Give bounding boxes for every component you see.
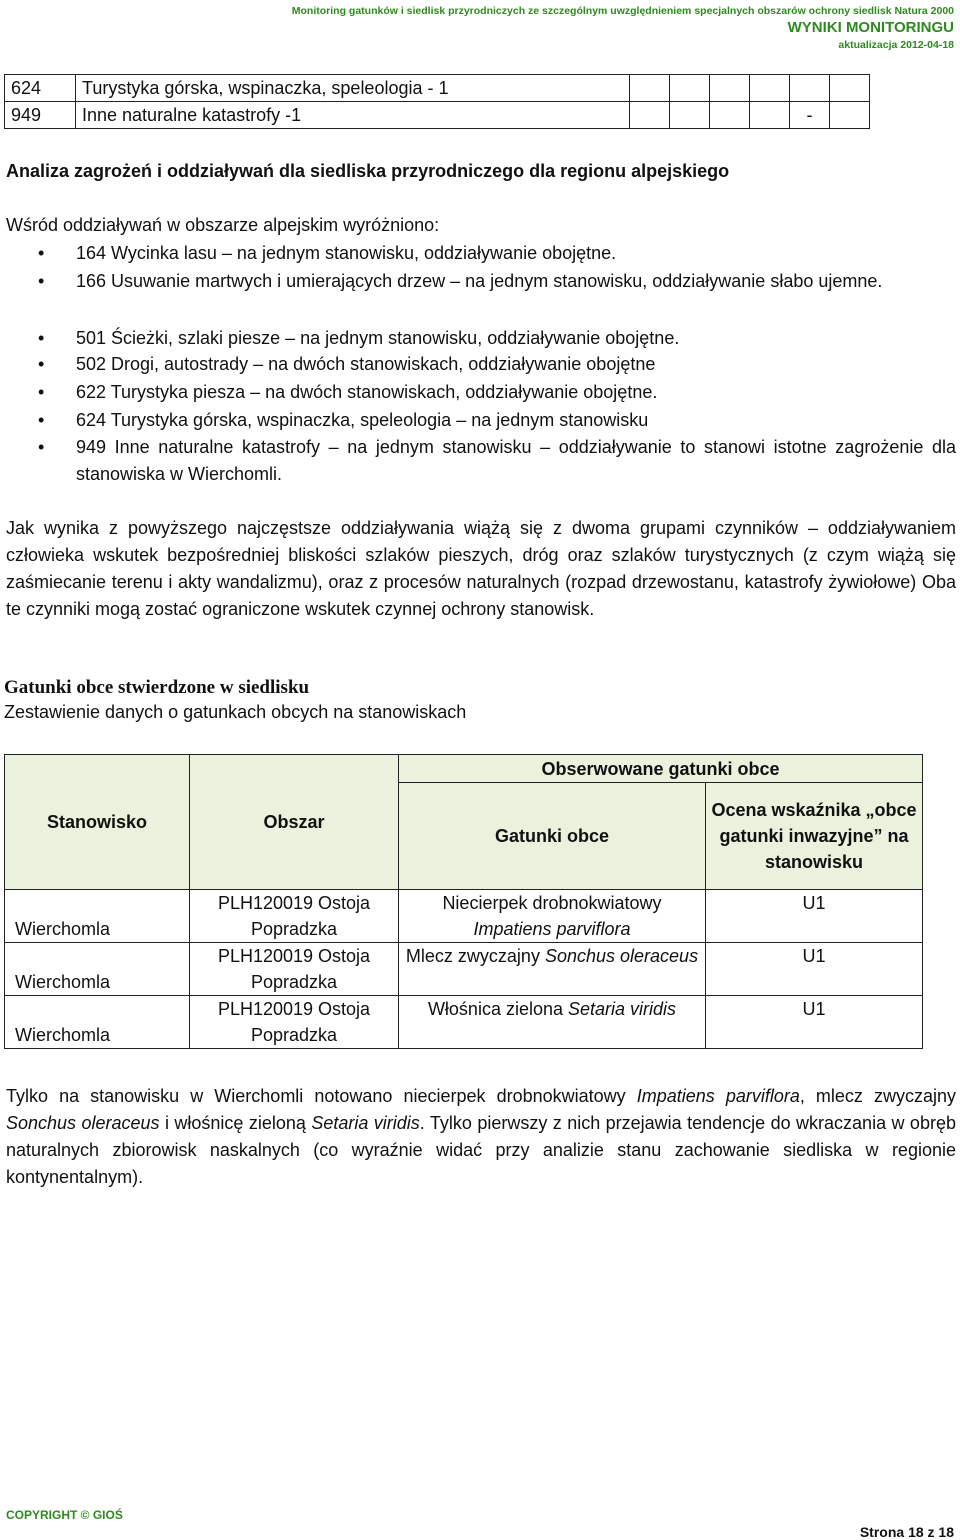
threat-name: Inne naturalne katastrofy -1 — [76, 102, 630, 129]
list-item-text: 624 Turystyka górska, wspinaczka, speleologia – na jednym stanowisku — [76, 410, 649, 430]
bullet-icon: • — [38, 328, 45, 348]
table-row — [5, 102, 870, 129]
column-header-stanowisko: Stanowisko — [5, 755, 190, 890]
header-update-date: aktualizacja 2012-04-18 — [838, 39, 954, 51]
table-row — [5, 996, 923, 1049]
table-cell — [710, 102, 750, 129]
cell-gatunek — [399, 890, 706, 943]
bullet-icon: • — [38, 354, 45, 374]
section-subtitle: Zestawienie danych o gatunkach obcych na stanowiskach — [4, 702, 467, 722]
threat-name: Turystyka górska, wspinaczka, speleologia - 1 — [76, 75, 630, 102]
species-name-lat: Setaria viridis — [311, 1113, 420, 1133]
cell-obszar: PLH120019 Ostoja Popradzka — [190, 890, 399, 943]
cell-obszar: PLH120019 Ostoja Popradzka — [190, 943, 399, 996]
header-project-title: Monitoring gatunków i siedlisk przyrodniczych ze szczególnym uwzględnieniem specjalnych obszarów ochrony siedlisk Natura 2000 — [291, 5, 954, 17]
cell-ocena: U1 — [706, 943, 923, 996]
bullet-icon: • — [38, 410, 45, 430]
table-cell — [670, 75, 710, 102]
column-header-obszar: Obszar — [190, 755, 399, 890]
species-name-pl: Włośnica zielona — [427, 999, 563, 1019]
table-cell — [630, 102, 670, 129]
footer-page-number: Strona 18 z 18 — [859, 1524, 954, 1540]
column-header-ocena: Ocena wskaźnika „obce gatunki inwazyjne” na stanowisku — [706, 783, 923, 890]
analysis-intro: Wśród oddziaływań w obszarze alpejskim wyróżniono: — [6, 215, 440, 235]
list-item-text: 501 Ścieżki, szlaki piesze – na jednym stanowisku, oddziaływanie obojętne. — [76, 328, 680, 348]
table-row — [5, 943, 923, 996]
species-name-lat: Impatiens parviflora — [473, 919, 631, 939]
bullet-icon: • — [38, 382, 45, 402]
cell-gatunek — [399, 996, 706, 1049]
header-section-title: WYNIKI MONITORINGU — [787, 19, 954, 36]
summary-paragraph: Jak wynika z powyższego najczęstsze oddziaływania wiążą się z dwoma grupami czynników – oddziaływaniem człowieka wskutek bezpośredniej bliskości szlaków pieszych, dróg oraz szlaków turystycznych (z czym wiążą się zaśmiecanie terenu i akty wandalizmu), oraz z procesów naturalnych (rozpad drzewostanu, katastrofy żywiołowe) Oba te czynniki mogą zostać ograniczone wskutek czynnej ochrony stanowisk. — [6, 518, 956, 619]
species-name-lat: Setaria viridis — [568, 999, 677, 1019]
threat-code: 949 — [5, 102, 76, 129]
cell-ocena: U1 — [706, 890, 923, 943]
species-name-lat: Impatiens parviflora — [636, 1086, 800, 1106]
text-run: . Tylko pierwszy z nich przejawia tendencje do wkraczania w obręb naturalnych zbiorowisk naskalnych (co wyraźnie widać przy analizie stanu zachowanie siedliska w regionie kontynentalnym). — [6, 1113, 956, 1187]
table-cell — [830, 75, 870, 102]
text-run: , mlecz zwyczajny — [799, 1086, 956, 1106]
species-name-pl: Mlecz zwyczajny — [405, 946, 540, 966]
bullet-icon: • — [38, 437, 45, 457]
table-cell — [630, 75, 670, 102]
table-cell — [830, 102, 870, 129]
table-row — [5, 890, 923, 943]
species-paragraph — [6, 1083, 956, 1191]
column-header-group: Obserwowane gatunki obce — [399, 755, 923, 783]
table-cell: - — [790, 102, 830, 129]
list-item-text: 622 Turystyka piesza – na dwóch stanowiskach, oddziaływanie obojętne. — [76, 382, 658, 402]
analysis-title: Analiza zagrożeń i oddziaływań dla siedliska przyrodniczego dla regionu alpejskiego — [6, 161, 730, 181]
table-cell — [750, 75, 790, 102]
cell-stanowisko: Wierchomla — [5, 943, 190, 996]
table-cell — [790, 75, 830, 102]
text-run: Tylko na stanowisku w Wierchomli notowano niecierpek drobnokwiatowy — [6, 1086, 637, 1106]
page-header — [292, 4, 954, 52]
cell-ocena: U1 — [706, 996, 923, 1049]
alien-species-table — [4, 754, 923, 1049]
table-cell — [670, 102, 710, 129]
list-item-text: 949 Inne naturalne katastrofy – na jednym stanowisku – oddziaływanie to stanowi istotne zagrożenie dla stanowiska w Wierchomli. — [76, 437, 956, 484]
cell-stanowisko: Wierchomla — [5, 890, 190, 943]
cell-obszar: PLH120019 Ostoja Popradzka — [190, 996, 399, 1049]
bullet-icon: • — [38, 243, 45, 263]
text-run: i włośnicę zieloną — [159, 1113, 312, 1133]
species-name-lat: Sonchus oleraceus — [544, 946, 699, 966]
list-item-text: 502 Drogi, autostrady – na dwóch stanowiskach, oddziaływanie obojętne — [76, 354, 656, 374]
threats-table-continuation — [4, 74, 870, 129]
table-header-row — [5, 755, 923, 783]
bullet-icon: • — [38, 271, 45, 291]
species-name-pl: Niecierpek drobnokwiatowy — [442, 893, 662, 913]
threat-code: 624 — [5, 75, 76, 102]
species-name-lat: Sonchus oleraceus — [6, 1113, 160, 1133]
table-cell — [710, 75, 750, 102]
column-header-gatunki: Gatunki obce — [399, 783, 706, 890]
list-item-text: 166 Usuwanie martwych i umierających drzew – na jednym stanowisku, oddziaływanie słabo ujemne. — [76, 271, 883, 291]
cell-stanowisko: Wierchomla — [5, 996, 190, 1049]
table-cell — [750, 102, 790, 129]
table-row — [5, 75, 870, 102]
section-title: Gatunki obce stwierdzone w siedlisku — [4, 677, 310, 698]
list-item-text: 164 Wycinka lasu – na jednym stanowisku, oddziaływanie obojętne. — [76, 243, 617, 263]
footer-copyright: COPYRIGHT © GIOŚ — [6, 1508, 123, 1522]
cell-gatunek — [399, 943, 706, 996]
